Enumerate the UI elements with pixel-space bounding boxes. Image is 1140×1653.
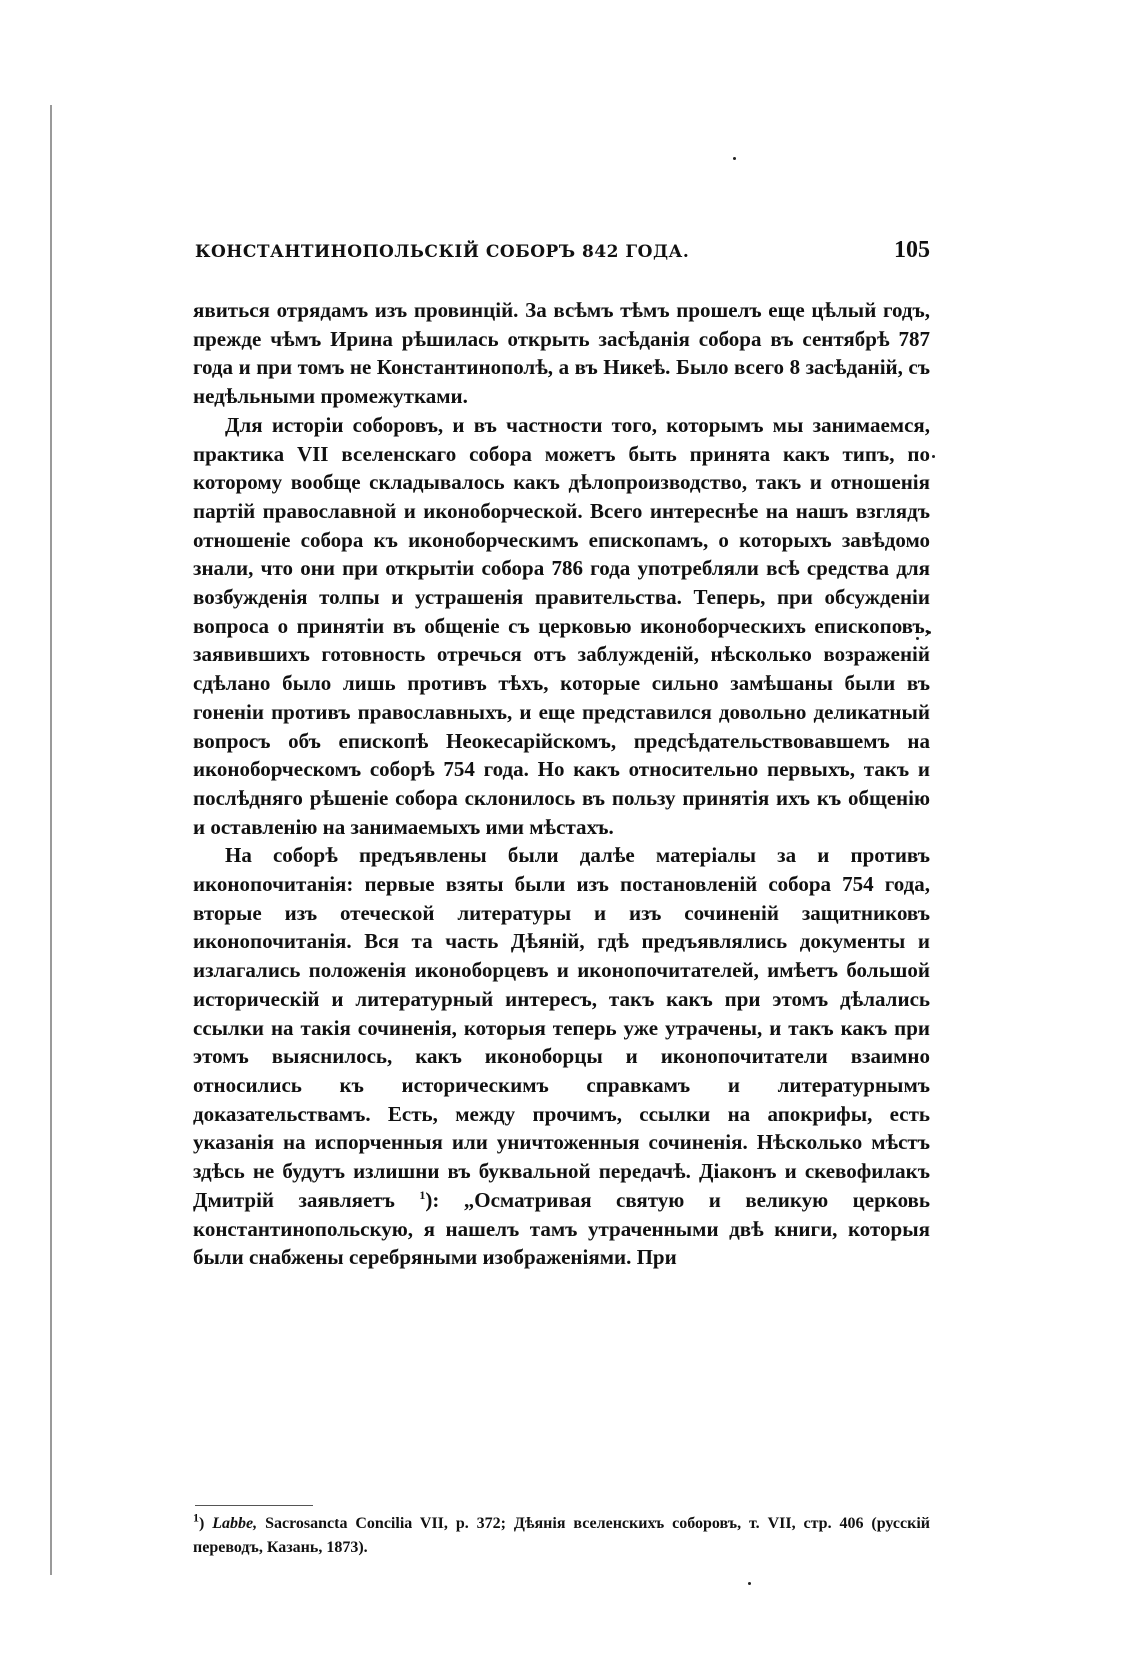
paragraph: явиться отрядамъ изъ провинцій. За всѣмъ тѣмъ прошелъ еще цѣлый годъ, прежде чѣмъ Ирина рѣшилась открыть засѣданія собора въ сентябрѣ 787 года и при томъ не Константинополѣ, а въ Никеѣ. Было всего 8 засѣданій, съ недѣльными промежутками. bbox=[193, 298, 930, 409]
scan-speck bbox=[932, 455, 935, 458]
footnote-marker: 1 bbox=[193, 1510, 199, 1525]
paragraph: Для исторіи соборовъ, и въ частности того, которымъ мы занимаемся, практика VII вселенскаго собора можетъ быть принята какъ типъ, по которому вообще складывалось какъ дѣлопроизводство, такъ и отношенія партій православной и иконоборческой. Всего интереснѣе на нашъ взглядъ отношеніе собора къ иконоборческимъ епископамъ, о которыхъ завѣдомо знали, что они при открытіи собора 786 года употребляли всѣ средства для возбужденія толпы и устрашенія правительства. Теперь, при обсужденіи вопроса о принятіи въ общеніе съ церковью иконоборческихъ епископовъ, заявившихъ готовность отречься отъ заблужденій, нѣсколько возраженій сдѣлано было лишь противъ тѣхъ, которые сильно замѣшаны были въ гоненіи противъ православныхъ, и еще представился довольно деликатный вопросъ объ епископѣ Неокесарійскомъ, предсѣдательствовавшемъ на иконоборческомъ соборѣ 754 года. Но какъ относительно первыхъ, такъ и послѣдняго рѣшеніе собора склонилось въ пользу принятія ихъ къ общенію и оставленію на занимаемыхъ ими мѣстахъ. bbox=[193, 412, 930, 839]
scan-speck bbox=[748, 1582, 751, 1585]
page-number: 105 bbox=[894, 237, 930, 263]
footnote-divider bbox=[195, 1505, 313, 1506]
page-header bbox=[195, 237, 930, 271]
footnote-reference[interactable]: 1 bbox=[419, 1187, 426, 1202]
footnote: $^1$) Labbe, Sacrosancta Concilia VII, p. 372; Дѣянія вселенскихъ соборовъ, т. VII, стр. 406 (русскій переводъ, Казань, 1873). bbox=[193, 1510, 931, 1556]
footnote-author: Labbe, bbox=[212, 1515, 258, 1532]
scan-speck bbox=[733, 157, 736, 160]
scan-edge-line bbox=[50, 105, 52, 1575]
running-title: КОНСТАНТИНОПОЛЬСКІЙ СОБОРЪ 842 ГОДА. bbox=[195, 242, 690, 262]
body-text bbox=[193, 296, 930, 1272]
paragraph-text: ): „Осматривая святую и великую церковь константинопольскую, я нашелъ тамъ утраченными двѣ книги, которыя были снабжены серебряными изображеніями. При bbox=[193, 1187, 931, 1270]
paragraph-text: На соборѣ предъявлены были далѣе матеріалы за и противъ иконопочитанія: первые взяты были изъ постановленій собора 754 года, вторые изъ отеческой литературы и изъ сочиненій защитниковъ иконопочитанія. Вся та часть Дѣяній, гдѣ предъявлялись документы и излагались положенія иконоборцевъ и иконопочитателей, имѣетъ большой историческій и литературный интересъ, такъ какъ при этомъ дѣлались ссылки на такія сочиненія, которыя теперь уже утрачены, и такъ какъ при этомъ выяснилось, какъ иконоборцы и иконопочитатели взаимно относились къ историческимъ справкамъ и литературнымъ доказательствамъ. Есть, между прочимъ, ссылки на апокрифы, есть указанія на испорченныя или уничтоженныя сочиненія. Нѣсколько мѣстъ здѣсь не будутъ излишни въ буквальной передачѣ. Діаконъ и скевофилакъ Дмитрій заявляетъ bbox=[193, 843, 930, 1212]
footnote-text: Sacrosancta Concilia VII, p. 372; Дѣянія вселенскихъ соборовъ, т. VII, стр. 406 (русскій переводъ, Казань, 1873). bbox=[193, 1515, 931, 1556]
paragraph bbox=[193, 841, 930, 1272]
